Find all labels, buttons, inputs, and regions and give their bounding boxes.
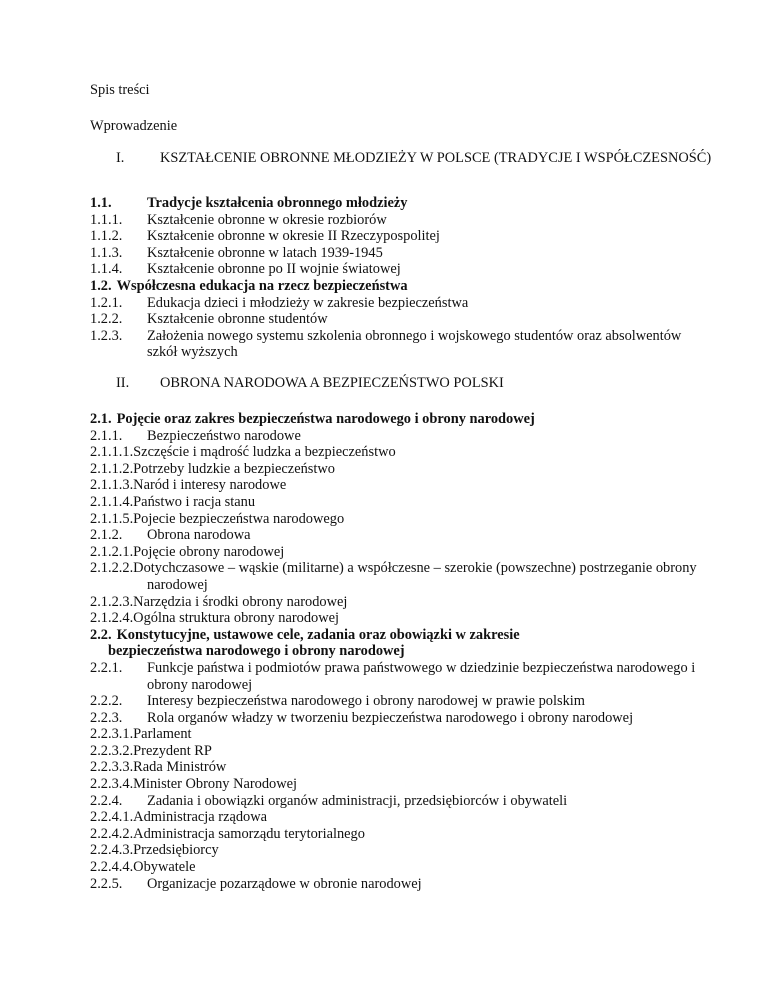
toc-entry: 2.2.4. Zadania i obowiązki organów administracji, przedsiębiorców i obywateli <box>90 792 568 809</box>
toc-entry: 2.2.3.4.Minister Obrony Narodowej <box>90 776 298 793</box>
intro-entry: Wprowadzenie <box>90 118 178 134</box>
chapter-2-title: OBRONA NARODOWA A BEZPIECZEŃSTWO POLSKI <box>160 375 504 391</box>
toc-heading: Spis treści <box>90 82 150 98</box>
toc-entry: 2.1. Pojęcie oraz zakres bezpieczeństwa narodowego i obrony narodowej <box>90 411 535 427</box>
toc-entry: 2.1.2. Obrona narodowa <box>90 527 251 544</box>
toc-entry: 2.2.4.3.Przedsiębiorcy <box>90 842 219 859</box>
toc-entry: 1.2.1. Edukacja dzieci i młodzieży w zakresie bezpieczeństwa <box>90 294 469 311</box>
toc-entry: 2.2.3.2.Prezydent RP <box>90 742 212 759</box>
toc-entry: 1.1. Tradycje kształcenia obronnego młodzieży <box>90 195 408 211</box>
chapter-2-number: II. <box>116 375 130 391</box>
toc-entry: 2.2.2. Interesy bezpieczeństwa narodowego i obrony narodowej w prawie polskim <box>90 693 585 710</box>
toc-entry: 2.1.2.3.Narzędzia i środki obrony narodowej <box>90 593 348 610</box>
toc-entry: 2.1.2.1.Pojęcie obrony narodowej <box>90 543 285 560</box>
toc-entry: 2.2.4.4.Obywatele <box>90 859 196 876</box>
toc-entry: 2.2.3.1.Parlament <box>90 726 192 743</box>
toc-entry: 2.2.4.1.Administracja rządowa <box>90 809 268 826</box>
toc-entry: 2.2.4.2.Administracja samorządu terytorialnego <box>90 825 365 842</box>
chapter-1-list <box>90 195 710 361</box>
toc-entry: 2.2.5. Organizacje pozarządowe w obronie narodowej <box>90 875 422 892</box>
toc-entry: 2.1.2.2.Dotychczasowe – wąskie (militarne) a współczesne – szerokie (powszechne) postrzeganie obrony narodowej <box>90 560 697 593</box>
toc-entry: 2.1.1.2.Potrzeby ludzkie a bezpieczeństwo <box>90 460 335 477</box>
toc-entry: 2.1.1.3.Naród i interesy narodowe <box>90 477 287 494</box>
toc-entry: 2.2.3.3.Rada Ministrów <box>90 759 227 776</box>
toc-entry: 2.2.1. Funkcje państwa i podmiotów prawa państwowego w dziedzinie bezpieczeństwa narodowego i obrony narodowej <box>90 659 696 693</box>
toc-entry: 1.2.2. Kształcenie obronne studentów <box>90 311 328 328</box>
toc-entry: 2.1.2.4.Ogólna struktura obrony narodowej <box>90 610 339 627</box>
toc-entry: 1.1.4. Kształcenie obronne po II wojnie światowej <box>90 261 401 278</box>
toc-entry: 1.2. Współczesna edukacja na rzecz bezpieczeństwa <box>90 277 408 294</box>
toc-entry: 2.1.1. Bezpieczeństwo narodowe <box>90 427 301 444</box>
toc-entry: 2.1.1.4.Państwo i racja stanu <box>90 493 256 510</box>
toc-entry: 2.1.1.5.Pojecie bezpieczeństwa narodowego <box>90 510 345 527</box>
toc-entry: 1.1.2. Kształcenie obronne w okresie II Rzeczypospolitej <box>90 228 440 245</box>
chapter-1-number: I. <box>116 150 125 166</box>
toc-entry: 1.1.1. Kształcenie obronne w okresie rozbiorów <box>90 211 387 228</box>
toc-entry: 2.2. Konstytucyjne, ustawowe cele, zadania oraz obowiązki w zakresie bezpieczeństwa narodowego i obrony narodowej <box>90 626 520 660</box>
chapter-1-title: KSZTAŁCENIE OBRONNE MŁODZIEŻY W POLSCE (TRADYCJE I WSPÓŁCZESNOŚĆ) <box>160 150 712 166</box>
toc-entry: 1.2.3. Założenia nowego systemu szkolenia obronnego i wojskowego studentów oraz absolwentów szkół wyższych <box>90 327 682 361</box>
chapter-2-list <box>90 411 710 892</box>
toc-entry: 2.1.1.1.Szczęście i mądrość ludzka a bezpieczeństwo <box>90 444 396 461</box>
toc-entry: 1.1.3. Kształcenie obronne w latach 1939-1945 <box>90 244 383 261</box>
toc-entry: 2.2.3. Rola organów władzy w tworzeniu bezpieczeństwa narodowego i obrony narodowej <box>90 709 634 726</box>
